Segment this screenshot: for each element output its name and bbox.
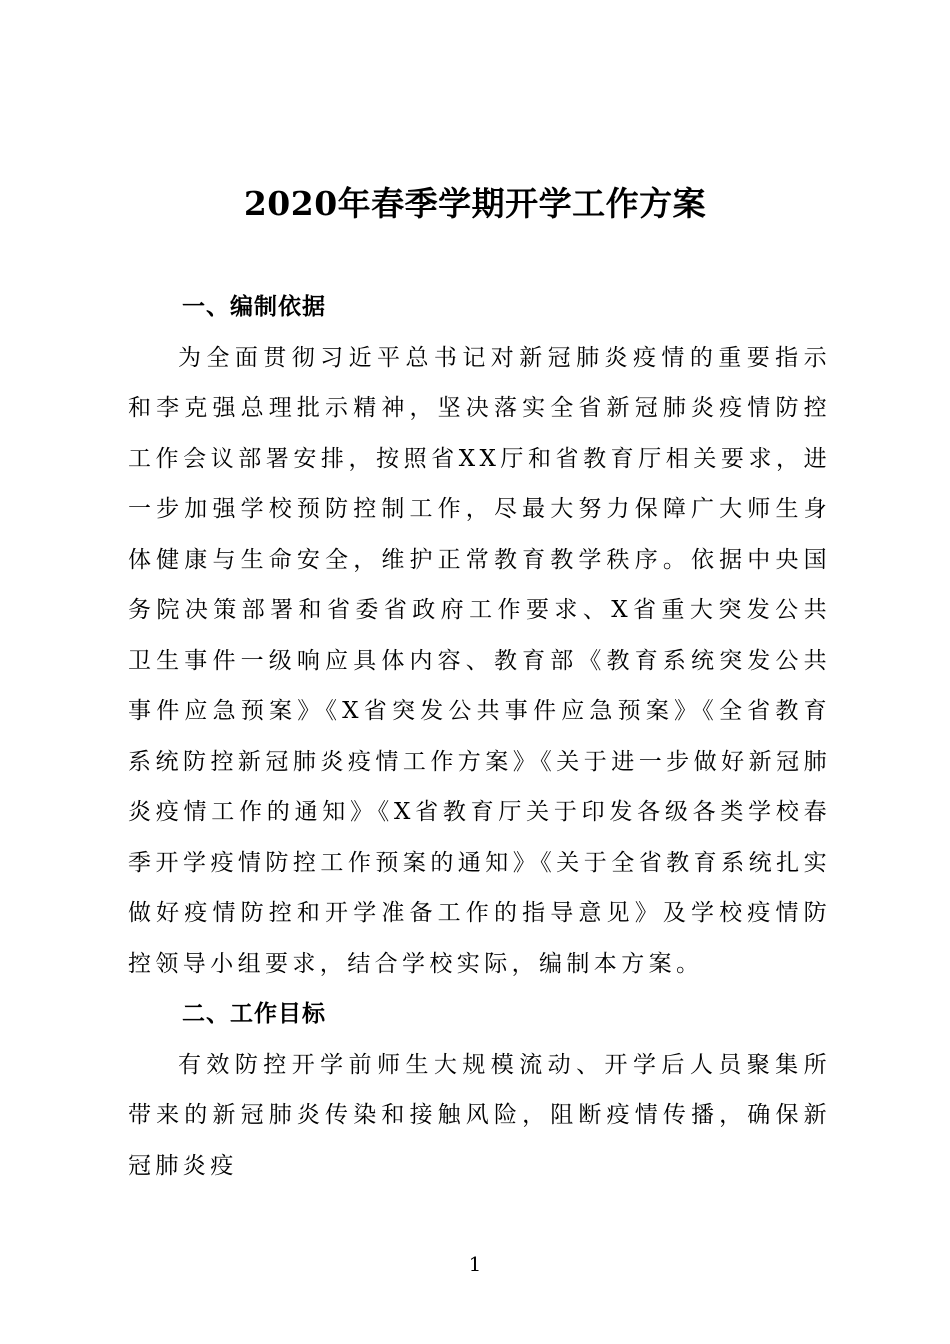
page-number: 1 (468, 1252, 482, 1276)
section-heading-goals: 二、工作目标 (182, 1001, 326, 1027)
document-title: 2020年春季学期开学工作方案 (243, 184, 707, 223)
document-body (128, 282, 831, 1191)
section-paragraph-basis: 为全面贯彻习近平总书记对新冠肺炎疫情的重要指示和李克强总理批示精神，坚决落实全省新冠肺炎疫情防控工作会议部署安排，按照省XX厅和省教育厅相关要求，进一步加强学校预防控制工作，尽最大努力保障广大师生身体健康与生命安全，维护正常教育教学秩序。依据中央国务院决策部署和省委省政府工作要求、X省重大突发公共卫生事件一级响应具体内容、教育部《教育系统突发公共事件应急预案》《X省突发公共事件应急预案》《全省教育系统防控新冠肺炎疫情工作方案》《关于进一步做好新冠肺炎疫情工作的通知》《X省教育厅关于印发各级各类学校春季开学疫情防控工作预案的通知》《关于全省教育系统扎实做好疫情防控和开学准备工作的指导意见》及学校疫情防控领导小组要求，结合学校实际，编制本方案。 (128, 344, 831, 977)
section-heading-basis: 一、编制依据 (182, 294, 326, 320)
section-paragraph-goals: 有效防控开学前师生大规模流动、开学后人员聚集所带来的新冠肺炎传染和接触风险，阻断疫情传播，确保新冠肺炎疫 (128, 1051, 831, 1179)
